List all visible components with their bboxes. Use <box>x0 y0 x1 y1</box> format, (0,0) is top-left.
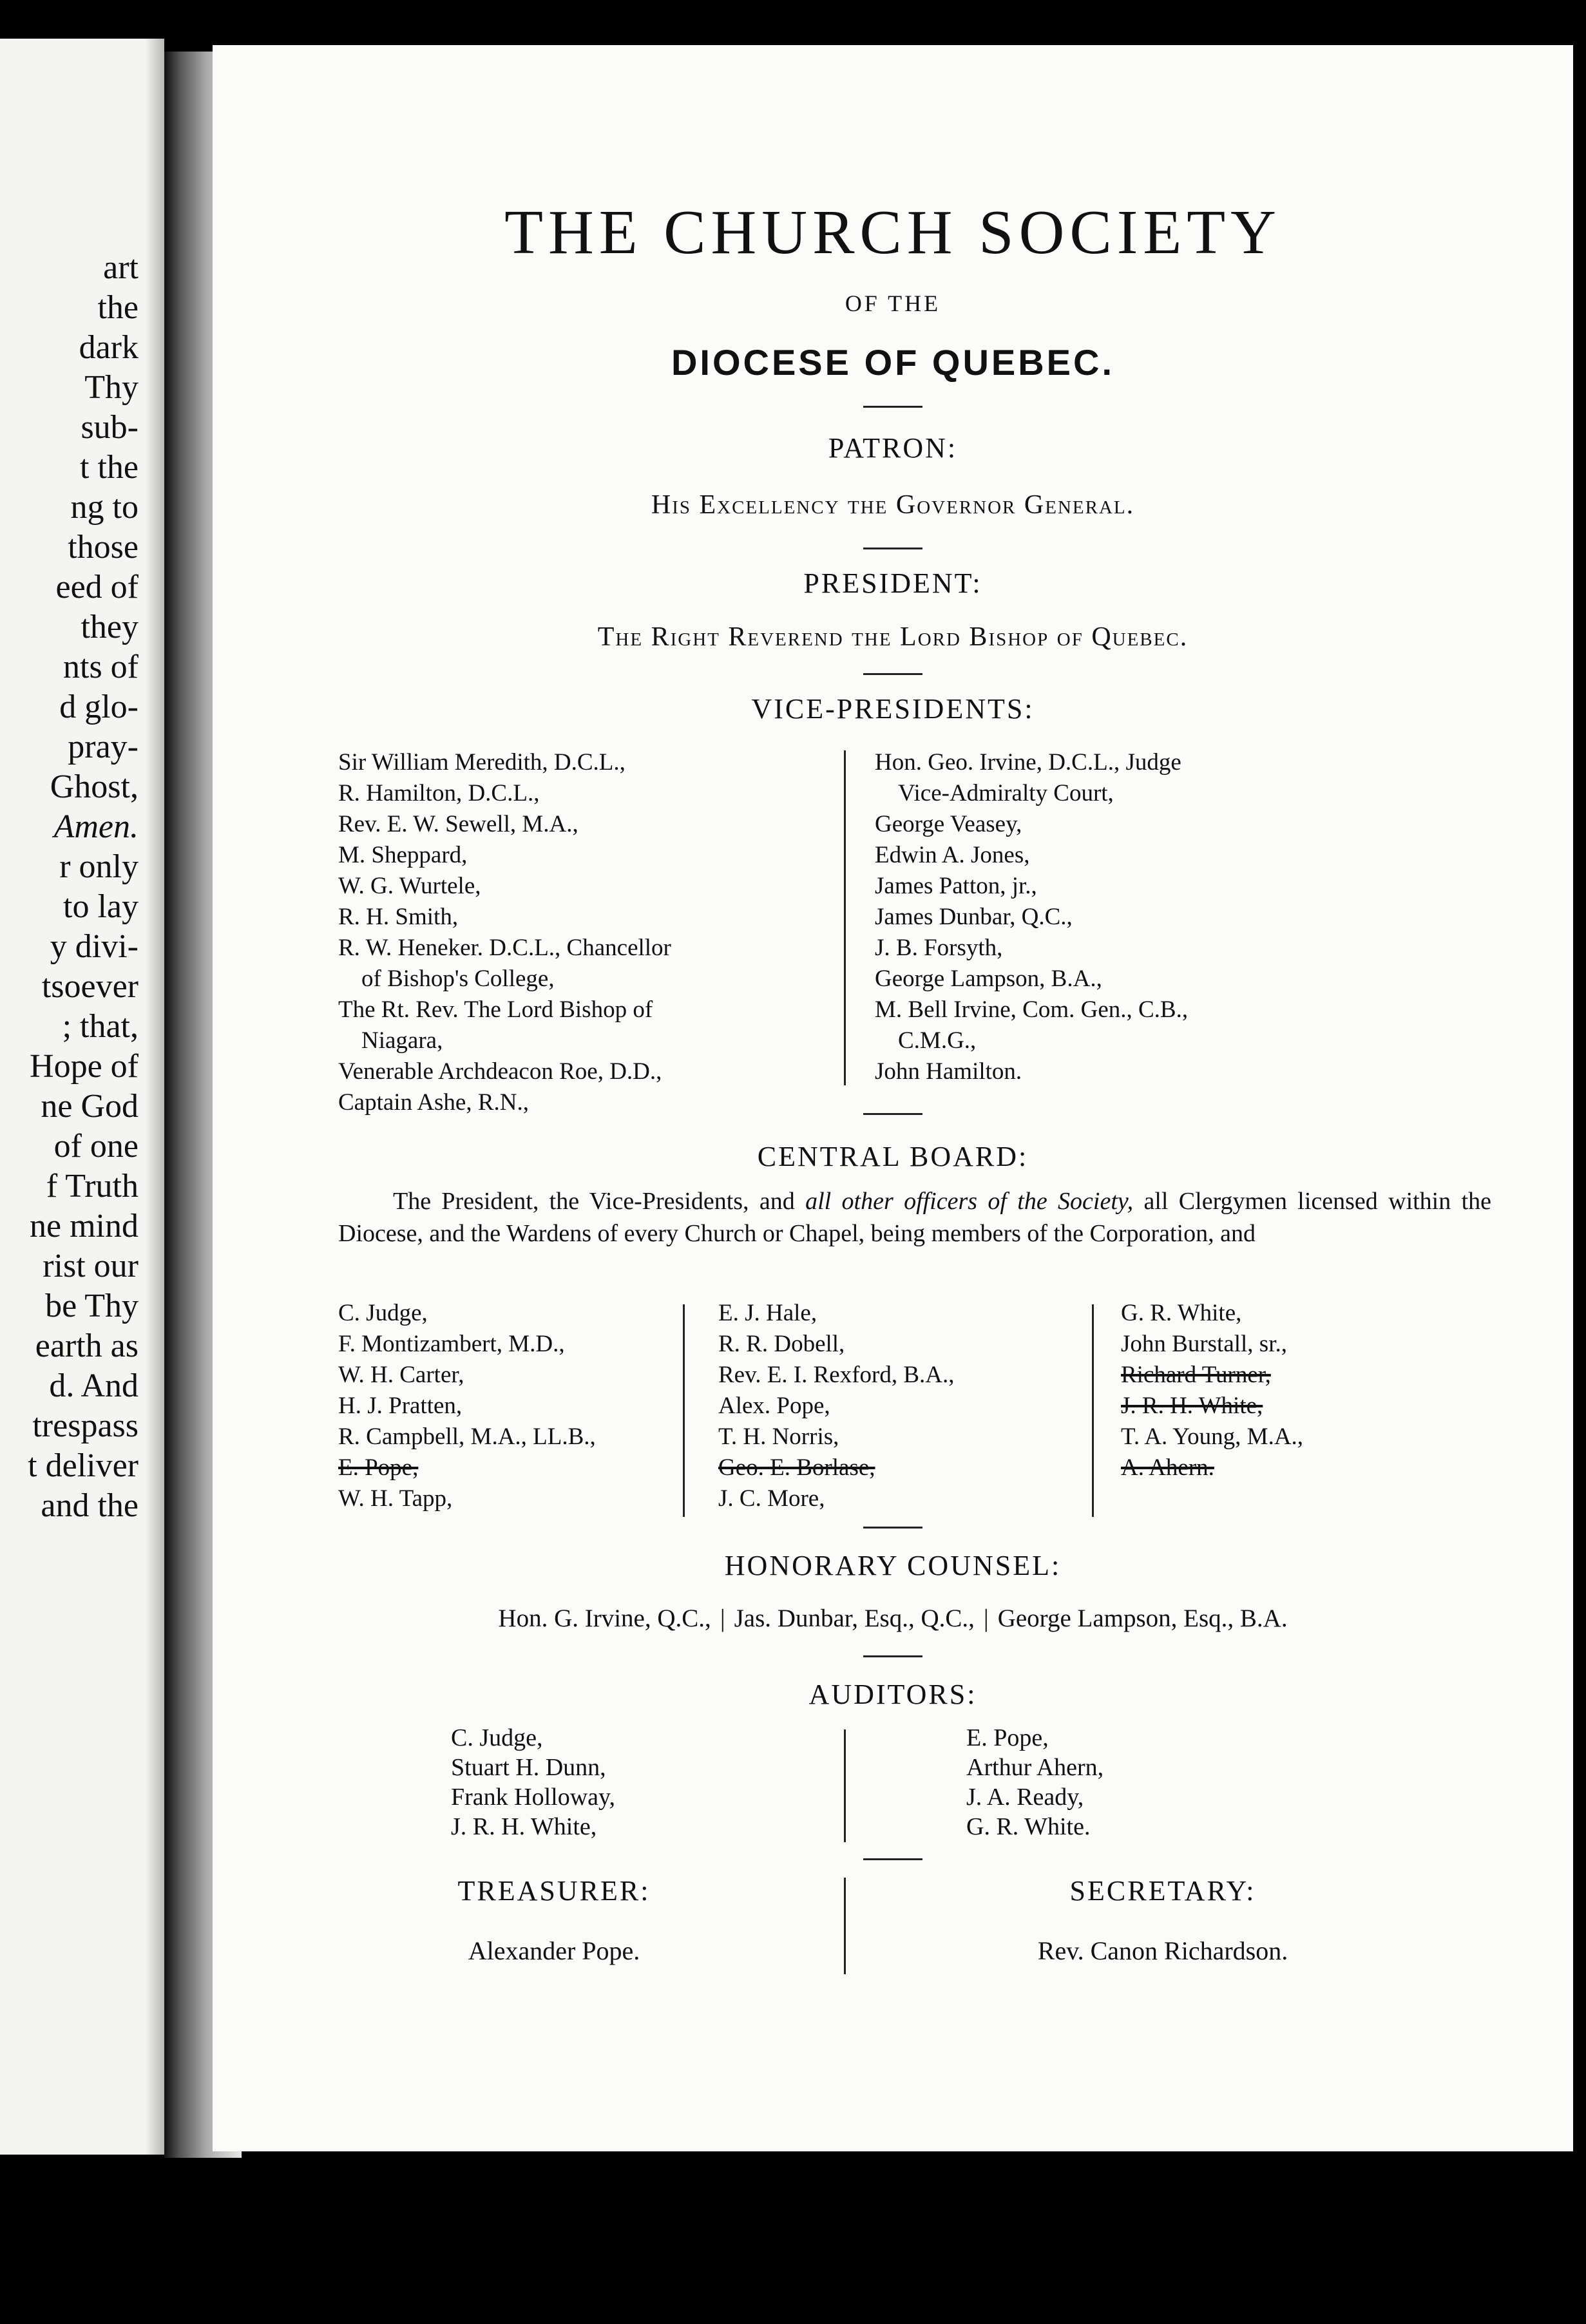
left-page-line: the <box>97 289 139 326</box>
left-page-fragment <box>0 39 164 2155</box>
board-member-entry: H. J. Pratten, <box>338 1393 463 1419</box>
auditors-right-column <box>966 1723 1104 1842</box>
auditor-entry: C. Judge, <box>451 1724 543 1751</box>
left-page-line: f Truth <box>46 1168 139 1205</box>
board-member-entry: E. Pope, <box>338 1454 419 1481</box>
left-page-line: dark <box>79 329 139 366</box>
vice-president-entry: The Rt. Rev. The Lord Bishop of <box>338 996 653 1023</box>
left-page-line: those <box>68 529 139 566</box>
column-divider <box>683 1304 685 1517</box>
left-page-line: d. And <box>49 1367 139 1404</box>
counsel-name: Jas. Dunbar, Esq., Q.C., <box>734 1605 975 1632</box>
honorary-counsel-heading: HONORARY COUNSEL: <box>724 1550 1062 1581</box>
left-page-line: tsoever <box>41 968 139 1005</box>
column-divider <box>844 1878 846 1974</box>
auditors-heading: AUDITORS: <box>808 1679 977 1710</box>
left-page-line: ne God <box>41 1088 139 1125</box>
left-page-line: eed of <box>55 569 139 605</box>
president-name: The Right Reverend the Lord Bishop of Quebec. <box>597 622 1189 652</box>
vice-president-entry: R. W. Heneker. D.C.L., Chancellor <box>338 935 671 961</box>
board-member-entry: G. R. White, <box>1121 1300 1242 1326</box>
left-page-line: of one <box>53 1128 139 1165</box>
board-member-entry: T. H. Norris, <box>718 1424 839 1450</box>
treasurer-heading: TREASURER: <box>457 1875 651 1907</box>
left-page-line: t the <box>80 449 139 486</box>
left-page-line: t deliver <box>28 1447 139 1484</box>
left-page-line: be Thy <box>45 1288 139 1324</box>
vice-president-entry: James Patton, jr., <box>875 873 1037 899</box>
patron-heading: PATRON: <box>828 432 958 464</box>
left-page-line: r only <box>59 848 139 885</box>
president-heading: PRESIDENT: <box>803 567 982 599</box>
left-page-line: pray- <box>68 729 139 765</box>
divider <box>863 1113 922 1115</box>
vice-president-entry: J. B. Forsyth, <box>875 935 1003 961</box>
board-member-entry: F. Montizambert, M.D., <box>338 1331 565 1357</box>
vice-president-entry: Hon. Geo. Irvine, D.C.L., Judge <box>875 749 1181 776</box>
left-page-line: Hope of <box>30 1048 139 1085</box>
left-page-line: d glo- <box>59 689 139 725</box>
left-page-line: ; that, <box>62 1008 139 1045</box>
vice-president-entry: James Dunbar, Q.C., <box>875 904 1073 930</box>
vice-president-entry: R. Hamilton, D.C.L., <box>338 780 540 806</box>
board-member-entry: R. Campbell, M.A., LL.B., <box>338 1424 596 1450</box>
divider <box>863 1858 922 1860</box>
board-member-entry: Richard Turner, <box>1121 1362 1271 1388</box>
treasurer-name: Alexander Pope. <box>468 1936 640 1965</box>
secretary-name: Rev. Canon Richardson. <box>1037 1936 1288 1965</box>
divider <box>863 406 922 408</box>
central-board-column-2 <box>718 1298 955 1514</box>
auditor-entry: G. R. White. <box>966 1813 1091 1840</box>
board-member-entry: T. A. Young, M.A., <box>1121 1424 1304 1450</box>
vice-president-entry: C.M.G., <box>898 1027 977 1054</box>
divider <box>863 1527 922 1529</box>
column-divider <box>844 750 846 1085</box>
left-page-line: and the <box>41 1487 139 1524</box>
left-page-line: Amen. <box>53 808 139 845</box>
board-member-entry: C. Judge, <box>338 1300 428 1326</box>
divider <box>863 548 922 549</box>
left-page-line: Ghost, <box>50 768 139 805</box>
board-member-entry: John Burstall, sr., <box>1121 1331 1287 1357</box>
board-member-entry: W. H. Tapp, <box>338 1485 453 1512</box>
vice-president-entry: Niagara, <box>361 1027 443 1054</box>
left-page-line: ne mind <box>30 1208 139 1244</box>
central-board-intro: The President, the Vice-Presidents, and all other officers of the Society, all Clergymen licensed within the Diocese, and the Wardens of every Church or Chapel, being members of the Corporation, and <box>338 1188 1491 1247</box>
auditor-entry: J. A. Ready, <box>966 1784 1084 1811</box>
vice-president-entry: George Lampson, B.A., <box>875 966 1102 992</box>
central-board-column-3 <box>1121 1298 1303 1483</box>
board-member-entry: A. Ahern. <box>1121 1454 1214 1481</box>
board-member-entry: Alex. Pope, <box>718 1393 830 1419</box>
vice-presidents-left-column <box>338 747 671 1118</box>
board-member-entry: Geo. E. Borlase, <box>718 1454 875 1481</box>
vice-president-entry: M. Bell Irvine, Com. Gen., C.B., <box>875 996 1189 1023</box>
auditor-entry: E. Pope, <box>966 1724 1049 1751</box>
vice-president-entry: Captain Ashe, R.N., <box>338 1089 529 1116</box>
left-page-line: ng to <box>70 489 139 526</box>
vice-president-entry: R. H. Smith, <box>338 904 459 930</box>
board-member-entry: W. H. Carter, <box>338 1362 464 1388</box>
left-page-line: y divi- <box>50 928 139 965</box>
page-gutter-shadow <box>145 39 164 2155</box>
left-page-line: art <box>103 249 139 286</box>
vice-president-entry: of Bishop's College, <box>361 966 555 992</box>
vice-president-entry: George Veasey, <box>875 811 1022 837</box>
board-member-entry: Rev. E. I. Rexford, B.A., <box>718 1362 955 1388</box>
patron-name: His Excellency the Governor General. <box>651 490 1135 520</box>
board-member-entry: R. R. Dobell, <box>718 1331 845 1357</box>
left-page-line: Thy <box>84 369 139 406</box>
honorary-counsel-names: Hon. G. Irvine, Q.C., | Jas. Dunbar, Esq., Q.C., | George Lampson, Esq., B.A. <box>498 1605 1288 1632</box>
of-the-label: OF THE <box>845 290 941 316</box>
vice-president-entry: Rev. E. W. Sewell, M.A., <box>338 811 578 837</box>
auditor-entry: Arthur Ahern, <box>966 1754 1104 1781</box>
auditor-entry: Stuart H. Dunn, <box>451 1754 606 1781</box>
left-page-text <box>28 248 139 1526</box>
column-divider <box>1092 1304 1094 1517</box>
vice-president-entry: M. Sheppard, <box>338 842 468 868</box>
vice-president-entry: Edwin A. Jones, <box>875 842 1030 868</box>
vice-president-entry: Vice-Admiralty Court, <box>898 780 1114 806</box>
right-page <box>213 45 1573 2151</box>
auditor-entry: J. R. H. White, <box>451 1813 597 1840</box>
vice-president-entry: Venerable Archdeacon Roe, D.D., <box>338 1058 662 1085</box>
left-page-line: they <box>81 609 139 645</box>
secretary-heading: SECRETARY: <box>1069 1875 1256 1907</box>
vice-president-entry: John Hamilton. <box>875 1058 1022 1085</box>
vice-president-entry: Sir William Meredith, D.C.L., <box>338 749 626 776</box>
page-title: THE CHURCH SOCIETY <box>504 198 1281 267</box>
left-page-line: to lay <box>63 888 139 925</box>
auditors-left-column <box>451 1723 615 1842</box>
left-page-line: nts of <box>63 649 139 685</box>
board-member-entry: J. C. More, <box>718 1485 825 1512</box>
counsel-name: George Lampson, Esq., B.A. <box>997 1605 1288 1632</box>
board-member-entry: J. R. H. White, <box>1121 1393 1263 1419</box>
vice-presidents-right-column <box>875 747 1188 1087</box>
central-board-column-1 <box>338 1298 596 1514</box>
diocese-heading: DIOCESE OF QUEBEC. <box>671 342 1115 383</box>
central-board-heading: CENTRAL BOARD: <box>757 1141 1029 1172</box>
column-divider <box>844 1729 846 1842</box>
left-page-line: sub- <box>81 409 139 446</box>
left-page-line: trespass <box>32 1407 139 1444</box>
vice-president-entry: W. G. Wurtele, <box>338 873 481 899</box>
divider <box>863 673 922 675</box>
vice-presidents-heading: VICE-PRESIDENTS: <box>751 693 1035 725</box>
auditor-entry: Frank Holloway, <box>451 1784 616 1811</box>
counsel-name: Hon. G. Irvine, Q.C., <box>498 1605 711 1632</box>
board-member-entry: E. J. Hale, <box>718 1300 817 1326</box>
left-page-line: rist our <box>43 1248 139 1284</box>
divider <box>863 1655 922 1657</box>
left-page-line: earth as <box>35 1328 139 1364</box>
